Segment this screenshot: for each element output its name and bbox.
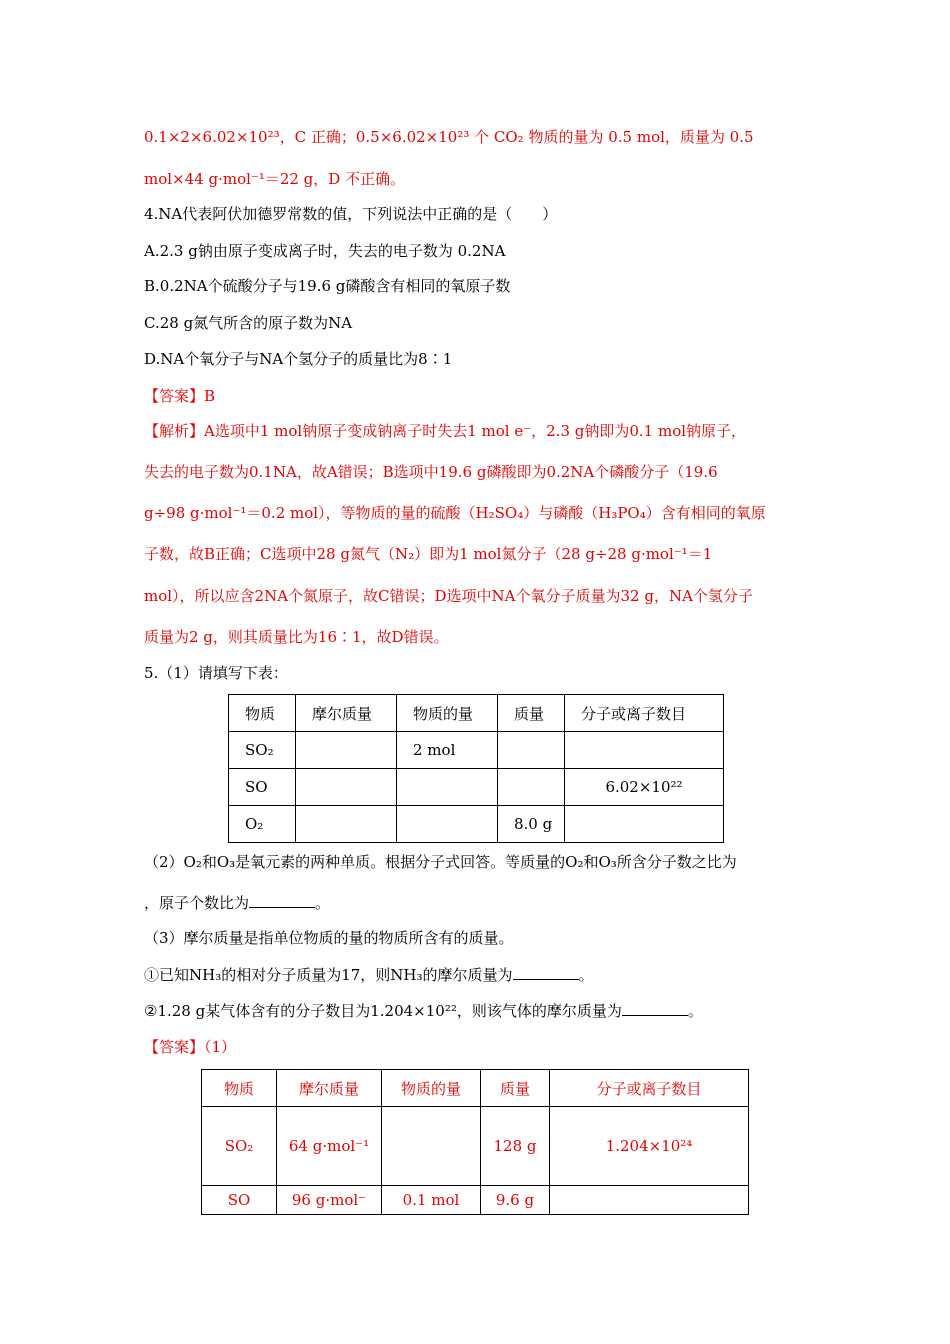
table-header-row	[202, 1070, 749, 1107]
q4-answer	[144, 386, 215, 406]
period: 。	[687, 1002, 703, 1020]
q4-analysis-line-1	[144, 421, 746, 441]
table-cell	[498, 732, 565, 769]
answer-blank[interactable]	[513, 965, 579, 980]
period: 。	[315, 894, 331, 912]
table-header-cell: 分子或离子数目	[550, 1070, 749, 1107]
q5-table	[228, 694, 724, 843]
q4-analysis-line-3: g÷98 g·mol⁻¹＝0.2 mol），等物质的量的硫酸（H₂SO₄）与磷酸（H₃PO₄）含有相同的氧原	[144, 504, 766, 522]
prev-answer-line-1: 0.1×2×6.02×10²³，C 正确；0.5×6.02×10²³ 个 CO₂ 物质的量为 0.5 mol，质量为 0.5	[144, 128, 754, 146]
table-cell: SO₂	[229, 732, 296, 769]
table-header-cell: 摩尔质量	[277, 1070, 382, 1107]
table-row	[202, 1186, 749, 1215]
table-cell: 9.6 g	[481, 1186, 550, 1215]
table-cell: 1.204×10²⁴	[550, 1107, 749, 1186]
table-cell	[550, 1186, 749, 1215]
table-cell	[296, 806, 397, 843]
table-header-cell: 物质的量	[382, 1070, 481, 1107]
table-header-row	[229, 695, 724, 732]
table-cell	[498, 769, 565, 806]
table-row	[202, 1107, 749, 1186]
table-cell: 96 g·mol⁻	[277, 1186, 382, 1215]
table-cell: 8.0 g	[498, 806, 565, 843]
q5-stem: 5.（1）请填写下表：	[144, 664, 288, 682]
answer-label: 【答案】	[144, 387, 205, 405]
table-row	[229, 806, 724, 843]
answer-value: B	[204, 387, 216, 405]
table-cell: SO₂	[202, 1107, 277, 1186]
q4-analysis-line-2: 失去的电子数为0.1NA，故A错误；B选项中19.6 g磷酸即为0.2NA个磷酸分子（19.6	[144, 463, 718, 481]
q5-answer-table	[201, 1069, 749, 1215]
part2-text: ，原子个数比为	[144, 894, 250, 912]
answer-blank[interactable]	[249, 893, 315, 908]
answer-blank[interactable]	[622, 1001, 688, 1016]
table-cell: 2 mol	[397, 732, 498, 769]
answer-part: （1）	[204, 1038, 237, 1056]
table-cell: 128 g	[481, 1107, 550, 1186]
q5-answer	[144, 1037, 236, 1057]
table-cell	[296, 732, 397, 769]
q5-part2-line-1: （2）O₂和O₃是氧元素的两种单质。根据分子式回答。等质量的O₂和O₃所含分子数之比为	[144, 853, 737, 871]
q4-option-a: A.2.3 g钠由原子变成离子时，失去的电子数为 0.2NA	[144, 242, 506, 260]
q4-analysis-line-4: 子数，故B正确；C选项中28 g氮气（N₂）即为1 mol氮分子（28 g÷28 g·mol⁻¹＝1	[144, 545, 713, 563]
part3-q2-text: ②1.28 g某气体含有的分子数目为1.204×10²²，则该气体的摩尔质量为	[144, 1002, 622, 1020]
table-row	[229, 732, 724, 769]
table-row	[229, 769, 724, 806]
table-header-cell: 物质	[202, 1070, 277, 1107]
table-cell	[397, 769, 498, 806]
q4-analysis-line-6: 质量为2 g，则其质量比为16∶1，故D错误。	[144, 628, 449, 646]
prev-answer-line-2: mol×44 g·mol⁻¹＝22 g，D 不正确。	[144, 170, 406, 188]
table-header-cell: 质量	[498, 695, 565, 732]
period: 。	[578, 966, 594, 984]
table-header-cell: 质量	[481, 1070, 550, 1107]
table-cell: SO	[229, 769, 296, 806]
table-header-cell: 摩尔质量	[296, 695, 397, 732]
q5-part2-line-2	[144, 893, 330, 913]
part3-q1-text: ①已知NH₃的相对分子质量为17，则NH₃的摩尔质量为	[144, 966, 513, 984]
q5-part3-q1	[144, 965, 594, 985]
q4-option-c: C.28 g氮气所含的原子数为NA	[144, 314, 353, 332]
q4-stem: 4.NA代表阿伏加德罗常数的值，下列说法中正确的是（ ）	[144, 205, 558, 223]
table-cell: 0.1 mol	[382, 1186, 481, 1215]
table-cell	[565, 806, 724, 843]
q4-analysis-line-5: mol），所以应含2NA个氮原子，故C错误；D选项中NA个氧分子质量为32 g，NA个氢分子	[144, 587, 753, 605]
q4-option-b: B.0.2NA个硫酸分子与19.6 g磷酸含有相同的氧原子数	[144, 277, 511, 295]
q5-part3: （3）摩尔质量是指单位物质的量的物质所含有的质量。	[144, 929, 514, 947]
table-cell	[296, 769, 397, 806]
table-cell: 6.02×10²²	[565, 769, 724, 806]
analysis-text: A选项中1 mol钠原子变成钠离子时失去1 mol e⁻，2.3 g钠即为0.1 mol钠原子，	[204, 422, 747, 440]
answer-label: 【答案】	[144, 1038, 205, 1056]
table-cell: SO	[202, 1186, 277, 1215]
q4-option-d: D.NA个氧分子与NA个氢分子的质量比为8∶1	[144, 350, 453, 368]
table-header-cell: 物质	[229, 695, 296, 732]
table-cell	[382, 1107, 481, 1186]
table-cell: O₂	[229, 806, 296, 843]
table-cell	[565, 732, 724, 769]
table-cell	[397, 806, 498, 843]
analysis-label: 【解析】	[144, 422, 205, 440]
q5-part3-q2	[144, 1001, 703, 1021]
table-cell: 64 g·mol⁻¹	[277, 1107, 382, 1186]
table-header-cell: 分子或离子数目	[565, 695, 724, 732]
table-header-cell: 物质的量	[397, 695, 498, 732]
